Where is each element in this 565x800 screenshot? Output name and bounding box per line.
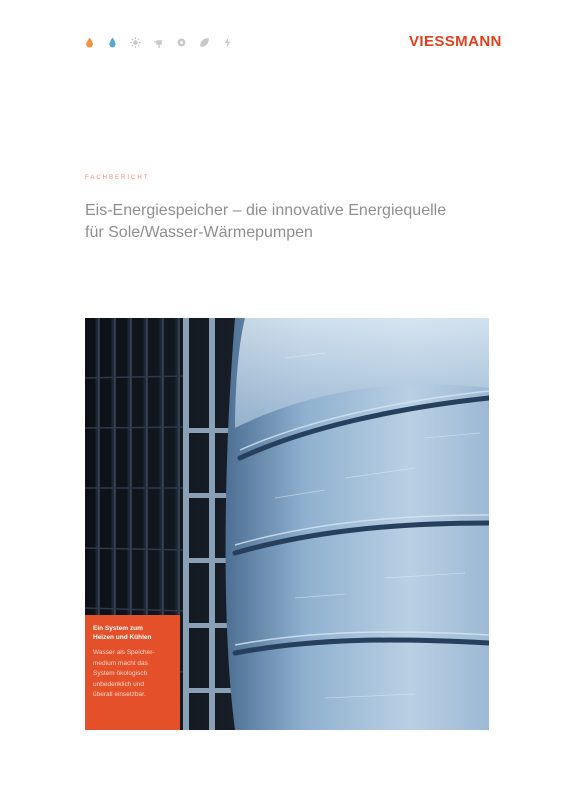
callout-body	[93, 648, 172, 701]
callout-body-line: überall einsetzbar.	[93, 691, 146, 698]
gear-icon	[176, 37, 187, 48]
energy-icon-row	[84, 37, 233, 48]
title-line-2: für Sole/Wasser-Wärmepumpen	[85, 224, 313, 241]
sun-icon	[130, 37, 141, 48]
flame-icon	[84, 37, 95, 48]
callout-box	[85, 615, 180, 730]
leaf-icon	[199, 37, 210, 48]
callout-body-line: unbedenklich und	[93, 680, 144, 688]
viessmann-logo: VIESSMANN	[409, 33, 502, 50]
lightning-icon	[222, 37, 233, 48]
page-title	[85, 200, 505, 244]
callout-body-line: Wasser als Speicher-	[93, 649, 155, 656]
callout-heading-line-2: Heizen und Kühlen	[93, 634, 152, 641]
plug-icon	[153, 37, 164, 48]
callout-heading-line-1: Ein System zum	[93, 625, 143, 632]
document-type-label: FACHBERICHT	[85, 175, 150, 181]
title-line-1: Eis-Energiespeicher – die innovative Energiequelle	[85, 202, 447, 219]
water-drop-icon	[107, 37, 118, 48]
callout-heading	[93, 624, 172, 642]
callout-body-line: System ökologisch	[93, 670, 148, 677]
callout-body-line: medium macht das	[93, 659, 148, 667]
